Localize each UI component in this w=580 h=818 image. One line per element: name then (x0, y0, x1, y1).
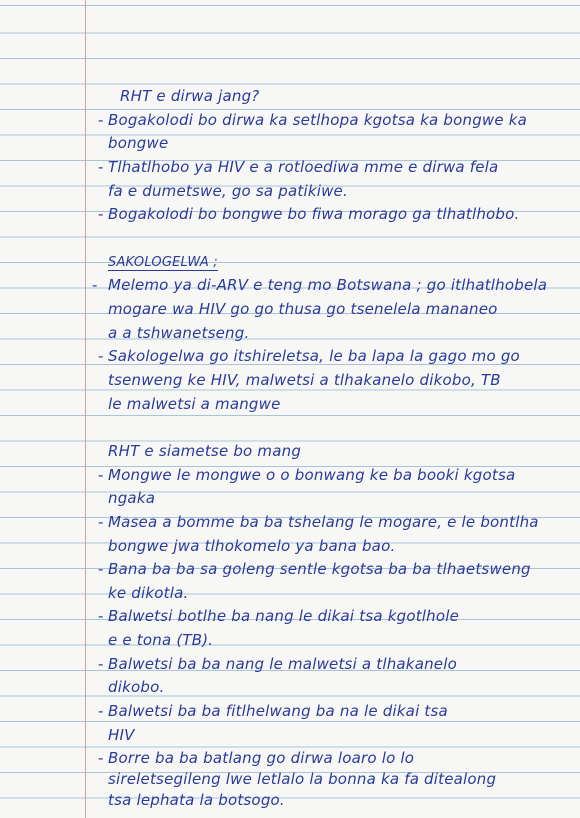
text-line: Balwetsi ba ba nang le malwetsi a tlhakanelo (108, 654, 457, 673)
bullet-dash: - (98, 347, 104, 366)
text-line: sireletsegileng lwe letlalo la bonna ka fa ditealong (108, 770, 497, 789)
bullet-dash: - (98, 465, 104, 484)
text-line: Sakologelwa go itshireletsa, le ba lapa la gago mo go (108, 347, 520, 366)
text-line: Bogakolodi bo bongwe bo fiwa morago ga tlhatlhobo. (108, 205, 520, 224)
text-line: Borre ba ba batlang go dirwa loaro lo lo (108, 749, 415, 768)
bullet-dash: - (98, 205, 104, 224)
bullet-dash: - (98, 749, 104, 768)
text-line: a a tshwanetseng. (108, 323, 250, 342)
text-line: HIV (108, 725, 135, 744)
margin-rule (85, 0, 86, 818)
text-line: le malwetsi a mangwe (108, 394, 281, 413)
heading-sakologelwa (108, 250, 218, 275)
bullet-dash: - (98, 560, 104, 579)
text-line: Melemo ya di-ARV e teng mo Botswana ; go itlhatlhobela (108, 276, 548, 295)
text-line: Bana ba ba sa goleng sentle kgotsa ba ba tlhaetsweng (108, 560, 531, 579)
bullet-dash: - (98, 512, 104, 531)
bullet-dash: - (98, 702, 104, 721)
bullet-dash: - (98, 654, 104, 673)
heading-sakologelwa-text: SAKOLOGELWA ; (108, 254, 218, 270)
text-line: e e tona (TB). (108, 631, 214, 650)
text-line: tsa lephata la botsogo. (108, 791, 285, 809)
bullet-dash: - (98, 158, 104, 176)
text-line: ke dikotla. (108, 583, 189, 602)
bullet-dash: - (92, 276, 98, 295)
bullet-dash: - (98, 110, 104, 129)
text-line: ngaka (108, 489, 156, 508)
text-line: dikobo. (108, 678, 165, 697)
heading-rht-who: RHT e siametse bo mang (108, 441, 302, 460)
text-line: bongwe (108, 134, 169, 153)
text-line: bongwe jwa tlhokomelo ya bana bao. (108, 536, 396, 555)
text-line: fa e dumetswe, go sa patikiwe. (108, 181, 348, 200)
text-line: Masea a bomme ba ba tshelang le mogare, e le bontlha (108, 512, 539, 531)
text-line: Tlhatlhobo ya HIV e a rotloediwa mme e dirwa fela (108, 158, 499, 176)
heading-rht-how: RHT e dirwa jang? (120, 87, 260, 105)
text-line: Mongwe le mongwe o o bonwang ke ba booki kgotsa (108, 465, 516, 484)
text-line: tsenweng ke HIV, malwetsi a tlhakanelo dikobo, TB (108, 370, 501, 389)
bullet-dash: - (98, 607, 104, 626)
text-line: Bogakolodi bo dirwa ka setlhopa kgotsa ka bongwe ka (108, 110, 528, 129)
text-line: mogare wa HIV go go thusa go tsenelela mananeo (108, 299, 498, 318)
text-line: Balwetsi ba ba fitlhelwang ba na le dikai tsa (108, 702, 448, 721)
text-line: Balwetsi botlhe ba nang le dikai tsa kgotlhole (108, 607, 460, 626)
